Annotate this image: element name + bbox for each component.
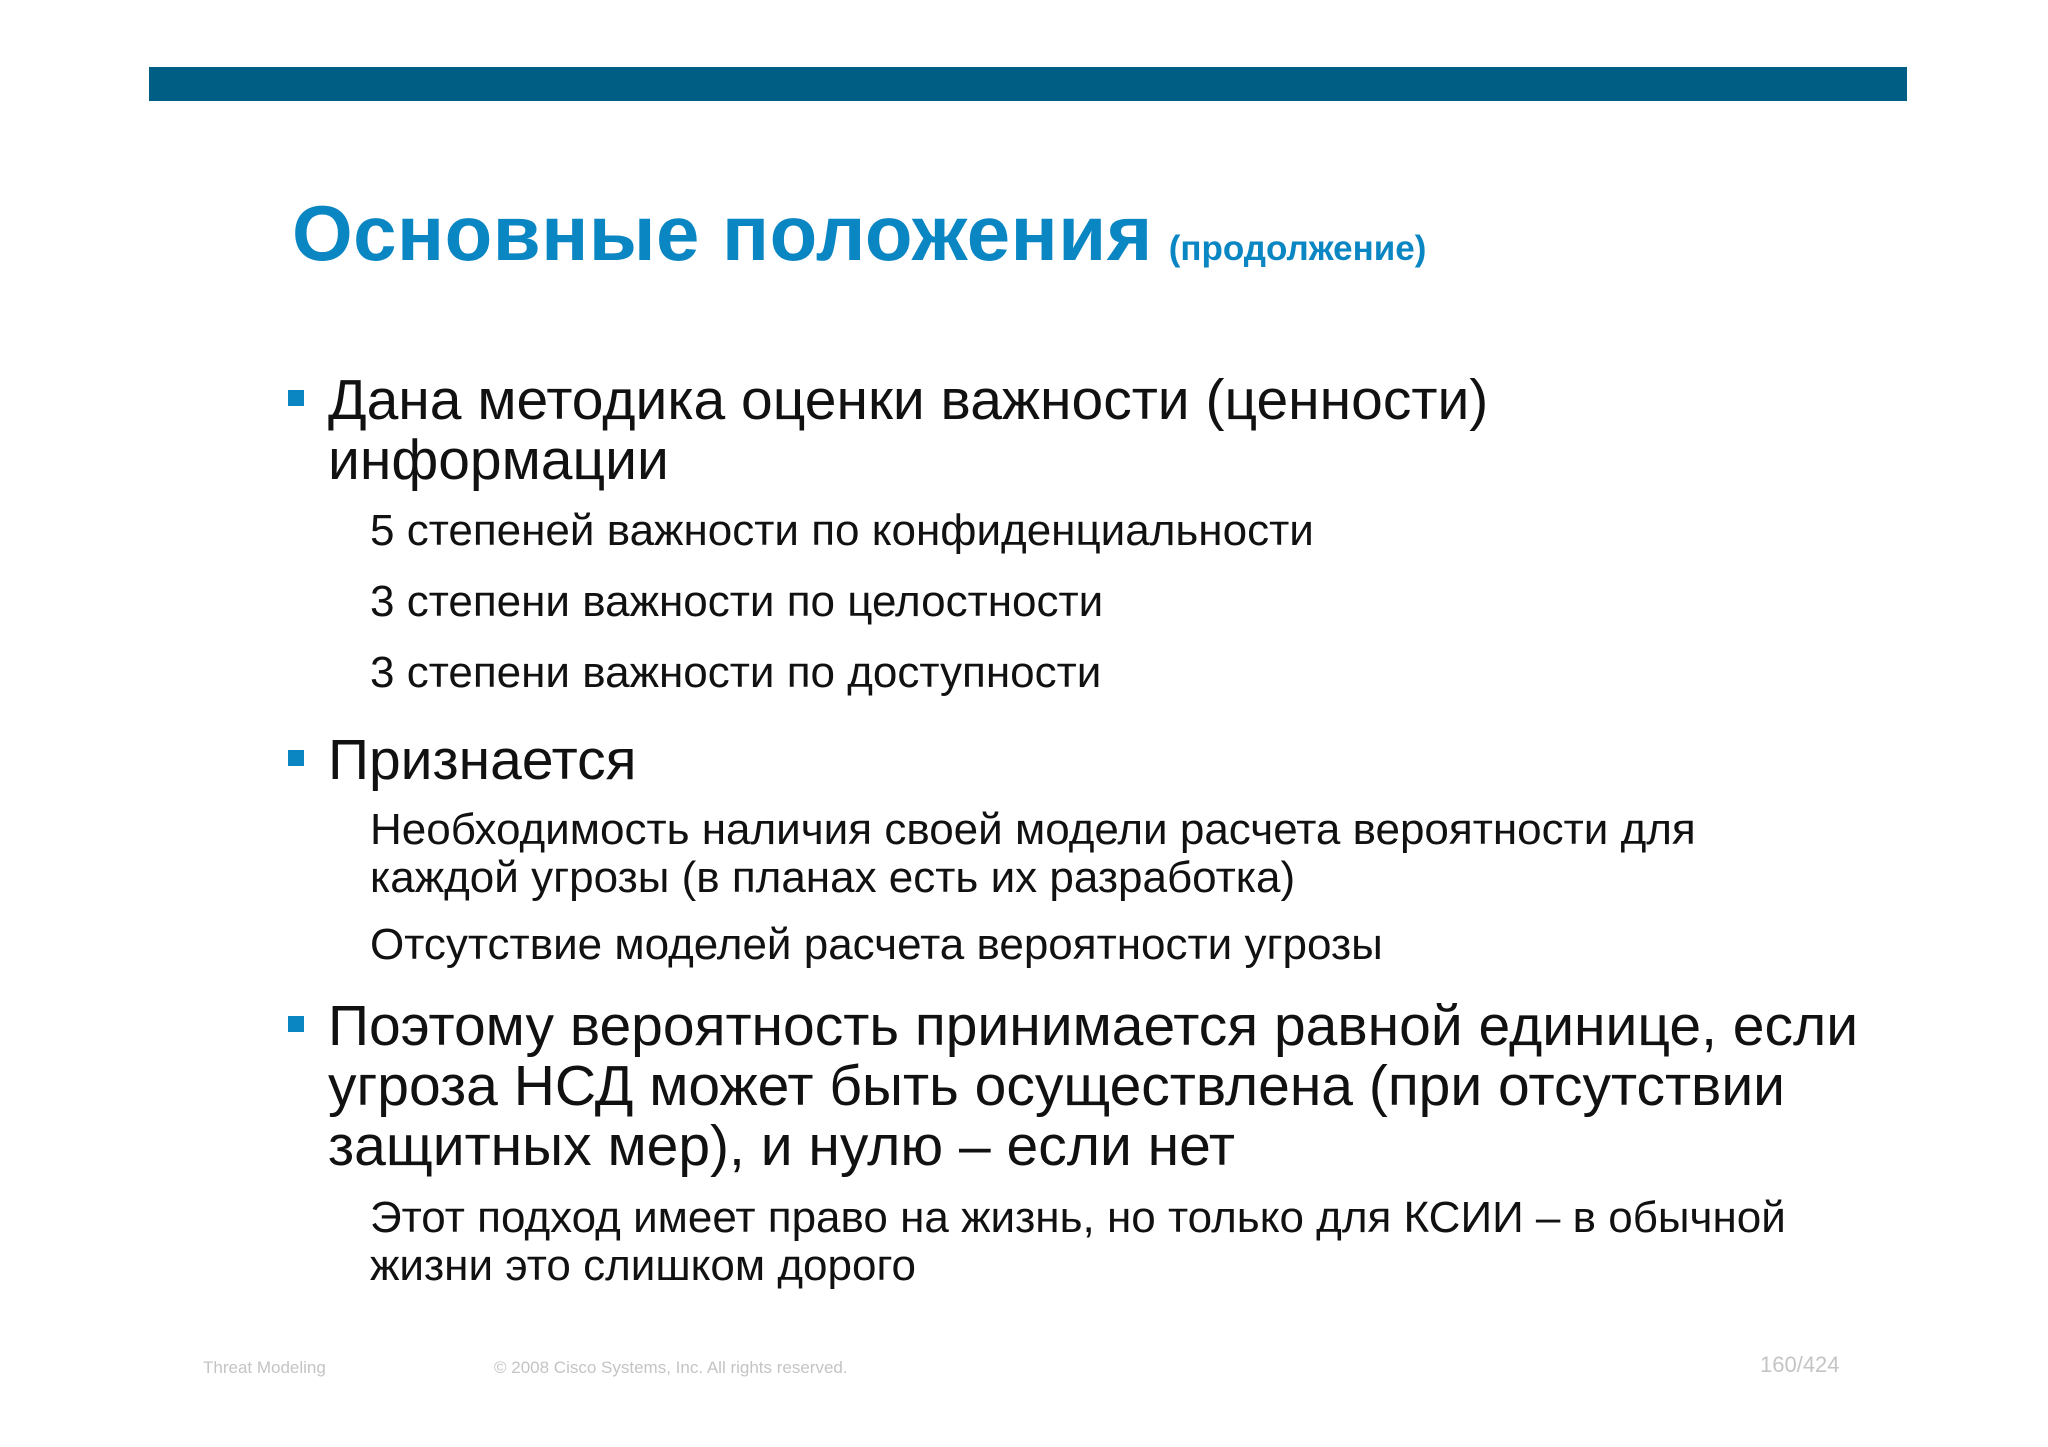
footer-title: Threat Modeling — [203, 1358, 326, 1377]
subitem-2-1 — [282, 806, 1830, 902]
header-bar — [149, 67, 1907, 101]
square-bullet-icon — [288, 1016, 304, 1032]
bullet-1 — [282, 370, 1608, 490]
subitem-1-1: 5 степеней важности по конфиденциальности — [370, 506, 1314, 555]
subitem-3-1-text: Этот подход имеет право на жизнь, но только для КСИИ – в обычной жизни это слишком дорого — [370, 1193, 1786, 1290]
square-bullet-icon — [288, 750, 304, 766]
subitem-1-3: 3 степени важности по доступности — [370, 648, 1102, 697]
title-suffix: (продолжение) — [1168, 229, 1427, 268]
bullet-3-text: Поэтому вероятность принимается равной единице, если угроза НСД может быть осуществлена (при отсутствии защитных мер), и нулю – если нет — [328, 994, 1859, 1178]
subitem-2-1-text: Необходимость наличия своей модели расчета вероятности для каждой угрозы (в планах есть их разработка) — [370, 805, 1696, 902]
square-bullet-icon — [288, 390, 304, 406]
subitem-3-1 — [282, 1194, 1830, 1290]
footer-copyright: © 2008 Cisco Systems, Inc. All rights reserved. — [494, 1358, 848, 1377]
bullet-3 — [282, 996, 1868, 1176]
slide-content — [282, 368, 1859, 1290]
title-main: Основные положения — [292, 189, 1153, 277]
subitem-2-2: Отсутствие моделей расчета вероятности угрозы — [370, 920, 1383, 969]
bullet-2 — [282, 730, 1842, 790]
bullet-2-text: Признается — [328, 728, 637, 792]
page-number: 160/424 — [1760, 1352, 1840, 1377]
subitem-1-2: 3 степени важности по целостности — [370, 577, 1104, 626]
slide-title — [292, 188, 1426, 279]
bullet-1-text: Дана методика оценки важности (ценности) информации — [328, 368, 1489, 492]
